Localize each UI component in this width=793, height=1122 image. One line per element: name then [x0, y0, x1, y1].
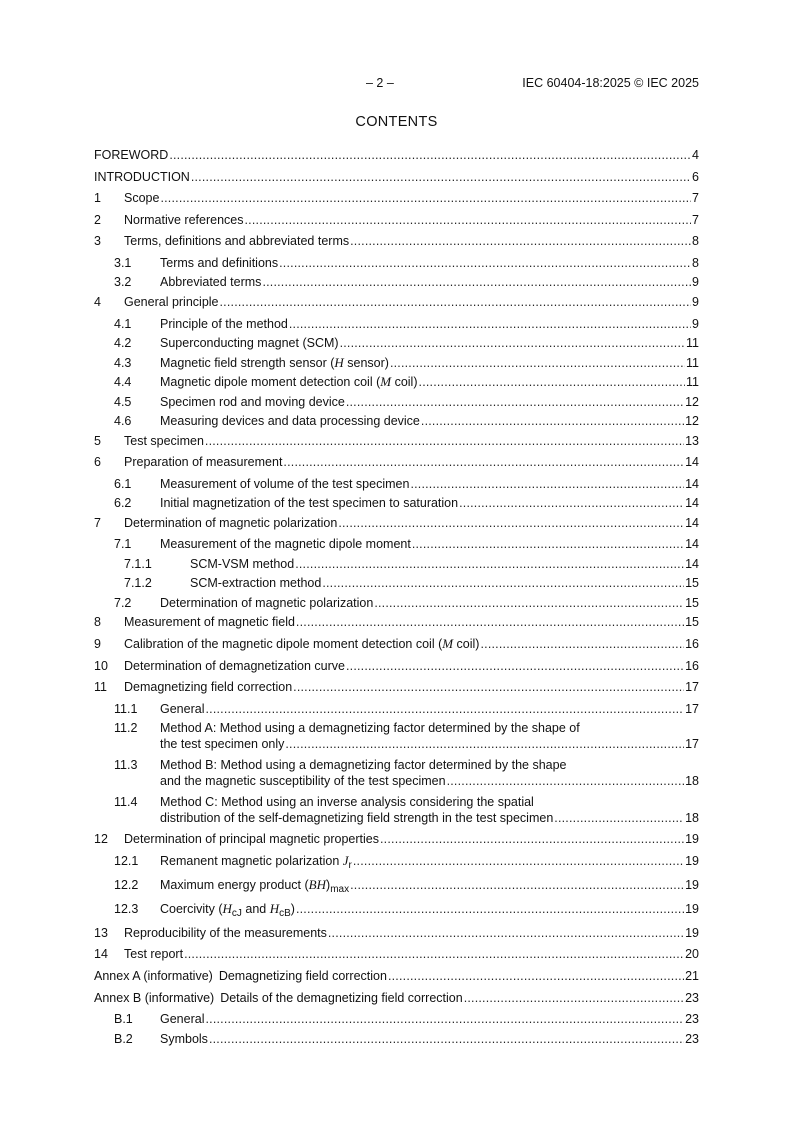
toc-entry-12-3[interactable]: 12.3 Coercivity ($H_{cJ}$ and $H_{cB}$) ..... 19: [94, 900, 699, 924]
toc-entry-7-1-1[interactable]: 7.1.1 SCM-VSM method ..... 14: [94, 555, 699, 575]
toc-entry-11-3[interactable]: 11.3 Method B: Method using a demagnetizing factor determined by the shape and the magnetic susceptibility of the test specimen ..... 18: [94, 756, 699, 790]
toc-entry-10[interactable]: 10 Determination of demagnetization curve ..... 16: [94, 657, 699, 679]
toc-entry-12-2[interactable]: 12.2 Maximum energy product $(BH)_{max}$ ..... 19: [94, 876, 699, 900]
toc-entry-annex-b[interactable]: Annex B (informative) Details of the demagnetizing field correction ..... 23: [94, 989, 699, 1011]
toc-entry-7-1-2[interactable]: 7.1.2 SCM-extraction method ..... 15: [94, 574, 699, 594]
toc-entry-2[interactable]: 2 Normative references ..... 7: [94, 211, 699, 233]
toc-entry-b-1[interactable]: B.1 General ..... 23: [94, 1010, 699, 1030]
toc-entry-foreword[interactable]: FOREWORD ..... 4: [94, 146, 699, 168]
toc-entry-11-1[interactable]: 11.1 General ..... 17: [94, 700, 699, 720]
toc-entry-3-1[interactable]: 3.1 Terms and definitions ..... 8: [94, 254, 699, 274]
table-of-contents: [94, 146, 699, 1049]
toc-entry-4[interactable]: 4 General principle ..... 9: [94, 293, 699, 315]
toc-entry-7[interactable]: 7 Determination of magnetic polarization ..... 14: [94, 514, 699, 536]
toc-entry-4-1[interactable]: 4.1 Principle of the method ..... 9: [94, 315, 699, 335]
toc-entry-4-4[interactable]: 4.4 Magnetic dipole moment detection coil (M coil) ..... 11: [94, 373, 699, 393]
toc-entry-12[interactable]: 12 Determination of principal magnetic properties ..... 19: [94, 830, 699, 852]
toc-entry-1[interactable]: 1 Scope ..... 7: [94, 189, 699, 211]
toc-entry-7-2[interactable]: 7.2 Determination of magnetic polarization ..... 15: [94, 594, 699, 614]
toc-entry-6[interactable]: 6 Preparation of measurement ..... 14: [94, 453, 699, 475]
toc-entry-6-1[interactable]: 6.1 Measurement of volume of the test specimen ..... 14: [94, 475, 699, 495]
toc-entry-4-3[interactable]: 4.3 Magnetic field strength sensor (H sensor) ..... 11: [94, 354, 699, 374]
toc-entry-12-1[interactable]: 12.1 Remanent magnetic polarization $J_r$ ..... 19: [94, 852, 699, 876]
page-header: [94, 76, 699, 92]
toc-entry-introduction[interactable]: INTRODUCTION ..... 6: [94, 168, 699, 190]
page-title: CONTENTS: [355, 114, 438, 130]
toc-entry-11[interactable]: 11 Demagnetizing field correction ..... 17: [94, 678, 699, 700]
toc-entry-13[interactable]: 13 Reproducibility of the measurements ..... 19: [94, 924, 699, 946]
toc-entry-3[interactable]: 3 Terms, definitions and abbreviated terms ..... 8: [94, 232, 699, 254]
standard-reference: IEC 60404-18:2025 © IEC 2025: [522, 76, 699, 90]
toc-entry-4-2[interactable]: 4.2 Superconducting magnet (SCM) ..... 11: [94, 334, 699, 354]
toc-entry-8[interactable]: 8 Measurement of magnetic field ..... 15: [94, 613, 699, 635]
toc-entry-9[interactable]: 9 Calibration of the magnetic dipole moment detection coil (M coil) ..... 16: [94, 635, 699, 657]
toc-entry-annex-a[interactable]: Annex A (informative) Demagnetizing field correction ..... 21: [94, 967, 699, 989]
toc-entry-11-4[interactable]: 11.4 Method C: Method using an inverse analysis considering the spatial distribution of the self-demagnetizing field strength in the test specimen ..... 18: [94, 793, 699, 827]
toc-entry-5[interactable]: 5 Test specimen ..... 13: [94, 432, 699, 454]
toc-entry-3-2[interactable]: 3.2 Abbreviated terms ..... 9: [94, 273, 699, 293]
toc-entry-6-2[interactable]: 6.2 Initial magnetization of the test specimen to saturation ..... 14: [94, 494, 699, 514]
toc-entry-4-5[interactable]: 4.5 Specimen rod and moving device ..... 12: [94, 393, 699, 413]
page-number-marker: – 2 –: [366, 76, 394, 90]
toc-entry-4-6[interactable]: 4.6 Measuring devices and data processing device ..... 12: [94, 412, 699, 432]
toc-entry-11-2[interactable]: 11.2 Method A: Method using a demagnetizing factor determined by the shape of the test specimen only ..... 17: [94, 719, 699, 753]
toc-entry-14[interactable]: 14 Test report ..... 20: [94, 945, 699, 967]
toc-entry-7-1[interactable]: 7.1 Measurement of the magnetic dipole moment ..... 14: [94, 535, 699, 555]
toc-entry-b-2[interactable]: B.2 Symbols ..... 23: [94, 1030, 699, 1050]
